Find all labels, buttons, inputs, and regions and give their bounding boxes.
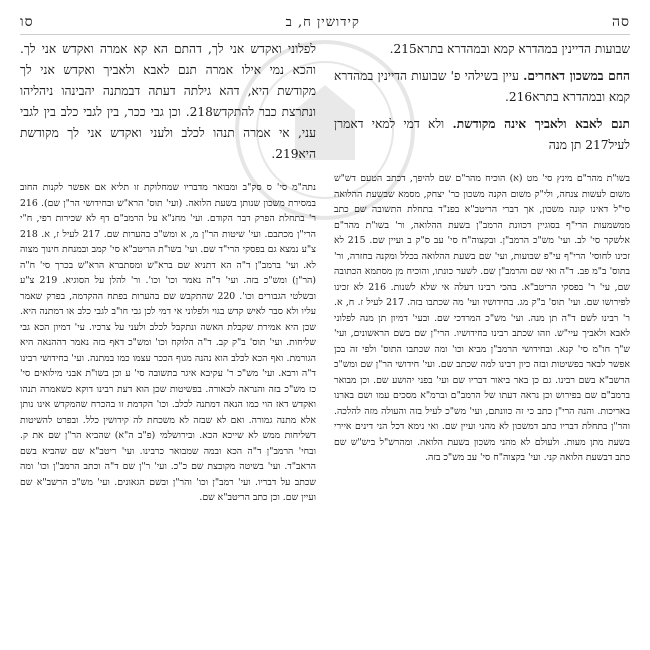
heading-text: ולא דמי למאי דאמרן לעיל217 תן מנה: [334, 117, 630, 152]
left-footnotes: נתה"מ סי' ס סק"ב ומבואר מדבריו שמחלוקת זו תליא אם אפשר לקנות החוב במסירת משכון שנותן בשעת הלואה. (ועי' תוס' הרא"ש ובחידושי הר"ן שם). 216 ר' בתחלת הפרק דבר הקודם. ועי' מחנ"א על הרמב"ם דף לא שכירות רפי, ח"י הרי"ן מכתבם. ועי' שיטות הר"ן מ, א ומש"כ בהערות שם. 217 לעיל ז, א. 218 צ"ע נמצא גם בפסקי הרי"ד שם. ועי' בשו"ת הריטב"א סי' קמב ובמנחת חינוך מצוה לא. ועי' ברמב"ן ד"ה הא דתניא שם ברא"ש ומסתברא הרא"ש בכרך סי' ח"ה (הר"ן) ומש"כ בזה. ועי' ד"ה נאמר וכו' וכו'. ור' להלן על הסוגיא. 219 צ"ע ובשלטי הגבורים וכו'. 220 שהתקבש שם בהערות בפתח ההקדמה, בפרק שאמר עליו ולא סבר לאיש קדש בגוי ולפלוני אי דמי לכן גבי חו"ב לגבי כלב או דמתנה היא. שכן היא אמירת שקבלת האשה ונתקבל לכלב ולעני על צרכיו. עי' דמיון הכא גבי שליחות. ועי' תוס' ב"ק קב. ד"ה הלוקח וכו' ומש"כ דאף בזה נאמר דההנאה היא הגורמת. ואף הכא לכלב הוא נהנה מגוף הככר עצמו כמו במתנה. ועי' בחידושי רבינו ד"ה ורבא. ועי' מש"כ ר' עקיבא איגר בתשובה סי' ע וכן בשו"ת אבני מילואים סי' כז מש"כ בזה והנראה לכאורה. בפשיטות שכן הוא דעת רבינו דוקא כשאמרה תנהו ואקדש דאז הוי כמו הנאה דמתנה לכלב. וכו' הקדמת זו בהכרח שהמקדש אינו נותן אלא מתנה גמורה. ואם לא שבזה לא משכחת לה קידושין כלל. ובפרט להשיטות דשליחות ממש לא שייכא הכא. ובירושלמי (פ"ב ה"א) שהביא הר"ן שם את ק. ובחי' הרמב"ן ד"ה הכא ובמה שמבואר כרבינו. ועי' ריטב"א שם שהביא בשם הראב"ד. ועי' בשיטה מקובצת שם כ"כ. ועי' ר"ן שם ד"ה וכתב הרמב"ן וכו' ומה שכתב על דבריו. ועי' רמב"ן וכו' והר"ן ובשם הגאונים. ועי' מש"כ הרשב"א שם ועיין שם. וכן כתב הריטב"א שם.: [20, 182, 316, 503]
page-number-right: סה: [611, 13, 630, 30]
page-number-left: סו: [20, 13, 34, 30]
right-footnotes: בשו"ת מהר"ם מינץ סי' מט (א) הוכיח מהר"ם שם להיפך, דכתב הטעם דש"ש משום לעשות צנחה, ולי"ק משום הקנה משכון כר' יצחק, מסמא שבשעת ההלואה סי"ל דאינו קונה משכון, אך דברי הריטב"א בפנ"ד בתחלת התשובה שם כתב ממשמעות הרי"ף בסוגיין דכוונת הרמב"ן בשעת ההלואה, ור' בשו"ת מהר"ם אלשקר סי' לב. ועי' מש"כ הרמב"ן. ובקצוה"ח סי' עב ס"ק ב ועיין שם. 215 לא זכינו לחוסי' הרי"ף עי"פ שבועות, ועי' שם בשעת ההלואה בכלל ומקנה בחזרה, ור' בתוס' ב"מ פב. ד"ה ואי שם והרמב"ן שם. לשער כונתו, והוכיח מן מסתמא הכתובה שם, עי' ר' בפסקי הריטב"א. בהכי רבינו דעלה אי שלא לשנות. 216 לא זכינו לפירושו שם. ועי' תוס' ב"ק מג. בחידושיו ועי' מה שכתבו בזה. 217 לעיל ז. ח, א. ר' רבינו לשם ד"ה תן מנה. ועי' מש"כ המרדכי שם. ובעי' דמיון תן מנה לפלוני לאבא ולאביך עיי"ש. וזהו שכתב רבינו בחידושיו. הרי"ן שם בשם הראשונים, ועי' ש"ך חו"מ סי' קנא. ובחידושי הרמב"ן מביא וכו' ומה שכתבו התוס' ולפי זה בכן אפשר לבאר בפשיטות ובזה כיון רבינו למה שכתב שם. ועי' חידושי הר"ן שם ומש"כ הרשב"א בשם רבינו. גם כן באר ביאור דבריו שם ועי' בפני יהושע שם. וכן מבואר ברמב"ם שם בפירוש וכן נראה דעתו של הרמב"ם וברמ"א מסכים עמו ושם בארנו באריכות. והנה הרי"ן כתב כי זה כוונתם, ועי' מש"כ לעיל בזה והעולה מזה להלכה. והר"ן בתחלת דבריו כתב דמשכון לא מהני ועיין שם. ואי נימא דכל הני דינים איירי בשעת מתן מעות. ולעולם לא מהני משכון בשעת הלואה. ומהרש"ל ביש"ש שם כתב דבשעת הלואה קני. ועי' בקצוה"ח סי' עב מש"כ בזה.: [334, 173, 630, 463]
divider: [334, 162, 630, 163]
heading-text: עיין בשילהי פ' שבועות הדיינין במהדרא קמא ובמהדרא בתרא216.: [334, 69, 630, 104]
left-main-text: לפלוני ואקדש אני לך, דהתם הא קא אמרה ואקדש אני לך. והכא נמי אילו אמרה תנם לאבא ולאביך ואקדש אני לך מקודשת היא, דהא גילתה דעתה דבמתנה יהבינהו ניהליהו ונתרצת כבר להתקדש218. וכן גבי ככר, בין לגבי כלב בין לגבי עני, אי אמרה תנהו לכלב ולעני ואקדש אני לך מקודשת היא219.: [20, 42, 316, 161]
main-paragraph: [334, 114, 630, 156]
text-columns: [20, 39, 630, 635]
left-column: [20, 39, 316, 635]
right-column: [334, 39, 630, 635]
page-header: [20, 10, 630, 35]
heading-bold: תנם לאבא ולאביך אינה מקודשת.: [452, 117, 630, 131]
running-title: קידושין ח, ב: [285, 15, 360, 30]
main-paragraph: [334, 66, 630, 108]
right-main-text: [334, 39, 630, 156]
heading-bold: החם במשכון דאחרים.: [523, 69, 630, 83]
divider: [20, 171, 316, 172]
main-paragraph: שבועות הדיינין במהדרא קמא ובמהדרא בתרא215.: [389, 42, 630, 56]
